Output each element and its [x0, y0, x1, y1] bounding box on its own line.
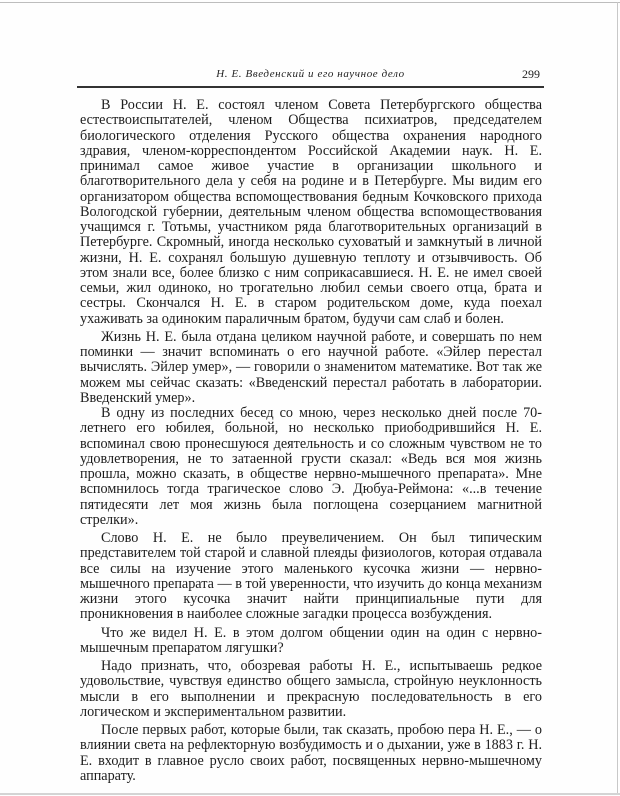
page-number: 299	[522, 67, 540, 81]
page-border-top	[0, 2, 620, 3]
page-border-bottom	[0, 793, 620, 795]
body-text	[80, 98, 542, 784]
paragraph: После первых работ, которые были, так сказать, пробою пера Н. Е., — о влиянии света на рефлекторную возбудимость и о дыхании, уже в 1883 г. Н. Е. входит в главное русло своих работ, посвященных нервно-мышечному аппарату.	[80, 722, 542, 784]
running-header	[77, 66, 544, 86]
page-border-right	[617, 2, 618, 794]
paragraph: В России Н. Е. состоял членом Совета Петербургского общества естествоиспытателей, членом Общества психиатров, председателем биологического отделения Русского общества охранения народного здравия, членом-корреспондентом Российской Академии наук. Н. Е. принимал самое живое участие в организации школьного и благотворительного дела у себя на родине и в Петербурге. Мы видим его организатором общества вспомоществования бедным Кочковского прихода Вологодской губернии, деятельным членом общества вспомоществования учащимся г. Тотьмы, участником ряда благотворительных организаций в Петербурге. Скромный, иногда несколько суховатый и замкнутый в личной жизни, Н. Е. сохранял большую душевную теплоту и отзывчивость. Об этом знали все, более близко с ним соприкасавшиеся. Н. Е. не имел своей семьи, жил одиноко, но трогательно любил семьи своего отца, брата и сестры. Скончался Н. Е. в старом родительском доме, куда поехал ухаживать за одиноким параличным братом, будучи сам слаб и болен.	[80, 97, 542, 327]
paragraph: Слово Н. Е. не было преувеличением. Он был типическим представителем той старой и славной плеяды физиологов, которая отдавала все силы на изучение этого маленького кусочка жизни — нервно-мышечного препарата — в той уверенности, что изучить до конца механизм жизни этого кусочка значит найти принципиальные пути для проникновения в наиболее сложные загадки процесса возбуждения.	[80, 530, 542, 623]
header-rule	[77, 86, 544, 88]
paragraph: Надо признать, что, обозревая работы Н. Е., испытываешь редкое удовольствие, чувствуя единство общего замысла, стройную неуклонность мысли в его выполнении и прекрасную последовательность в его логическом и экспериментальном развитии.	[80, 658, 542, 720]
paragraph: Что же видел Н. Е. в этом долгом общении один на один с нервно-мышечным препаратом лягушки?	[80, 624, 542, 656]
paragraph: Жизнь Н. Е. была отдана целиком научной работе, и совершать по нем поминки — значит вспоминать о его научной работе. «Эйлер перестал вычислять. Эйлер умер», — говорили о знаменитом математике. Вот так же можем мы сейчас сказать: «Введенский перестал работать в лаборатории. Введенский умер».	[80, 328, 542, 406]
running-title: Н. Е. Введенский и его научное дело	[216, 68, 405, 80]
paragraph: В одну из последних бесед со мною, через несколько дней после 70-летнего его юбилея, больной, но несколько приободрившийся Н. Е. вспоминал свою пронесшуюся деятельность и со сложным чувством не то удовлетворения, не то затаенной грусти сказал: «Ведь вся моя жизнь прошла, можно сказать, в обществе нервно-мышечного препарата». Мне вспомнилось тогда трагическое слово Э. Дюбуа-Реймона: «...в течение пятидесяти лет моя жизнь была поглощена созерцанием магнитной стрелки».	[80, 405, 542, 528]
